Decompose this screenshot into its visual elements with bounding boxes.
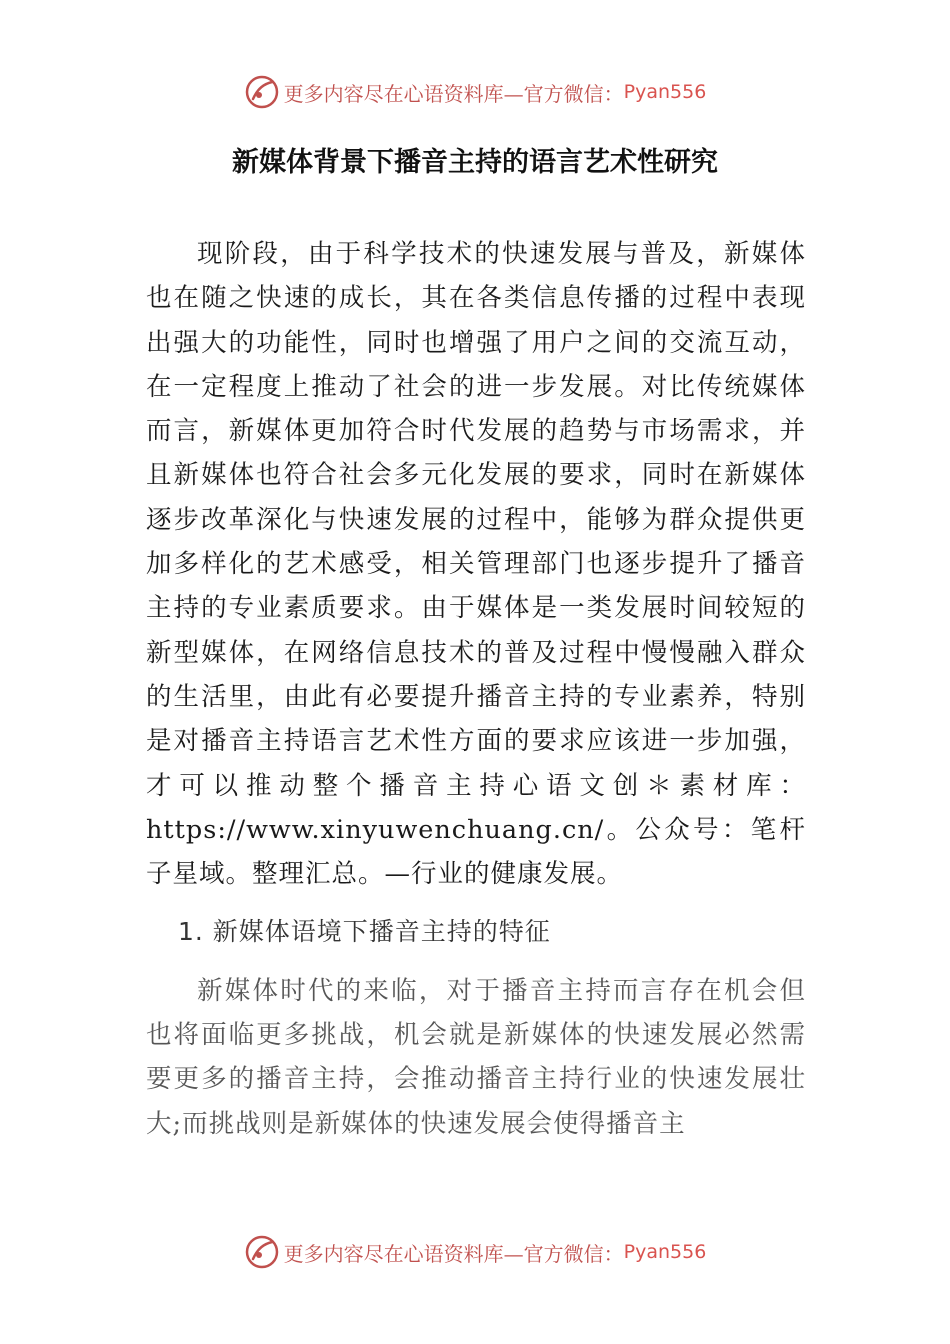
- document-body: [146, 232, 806, 1146]
- section-heading: 1. 新媒体语境下播音主持的特征: [178, 917, 551, 947]
- paragraph-section1: 新媒体时代的来临，对于播音主持而言存在机会但也将面临更多挑战，机会就是新媒体的快速发展必然需要更多的播音主持，会推动播音主持行业的快速发展壮大;而挑战则是新媒体的快速发展会使得播音主: [146, 975, 806, 1139]
- banner-wechat-id: Pyan556: [623, 1241, 707, 1263]
- red-circular-seal-icon: [244, 74, 280, 110]
- document-title: 新媒体背景下播音主持的语言艺术性研究: [232, 147, 718, 178]
- banner-text: 更多内容尽在心语资料库—官方微信：: [283, 1241, 624, 1266]
- red-circular-seal-icon: [244, 1234, 280, 1270]
- footer-watermark-banner: [0, 1232, 950, 1272]
- header-watermark-banner: [0, 72, 950, 112]
- paragraph-intro: 现阶段，由于科学技术的快速发展与普及，新媒体也在随之快速的成长，其在各类信息传播的过程中表现出强大的功能性，同时也增强了用户之间的交流互动，在一定程度上推动了社会的进一步发展。对比传统媒体而言，新媒体更加符合时代发展的趋势与市场需求，并且新媒体也符合社会多元化发展的要求，同时在新媒体逐步改革深化与快速发展的过程中，能够为群众提供更加多样化的艺术感受，相关管理部门也逐步提升了播音主持的专业素质要求。由于媒体是一类发展时间较短的新型媒体，在网络信息技术的普及过程中慢慢融入群众的生活里，由此有必要提升播音主持的专业素养，特别是对播音主持语言艺术性方面的要求应该进一步加强，才可以推动整个播音主持心语文创＊素材库：https://www.xinyuwenchuang.cn/。公众号：笔杆子星域。整理汇总。—行业的健康发展。: [146, 239, 806, 890]
- banner-text: 更多内容尽在心语资料库—官方微信：: [283, 81, 624, 106]
- banner-wechat-id: Pyan556: [623, 81, 707, 103]
